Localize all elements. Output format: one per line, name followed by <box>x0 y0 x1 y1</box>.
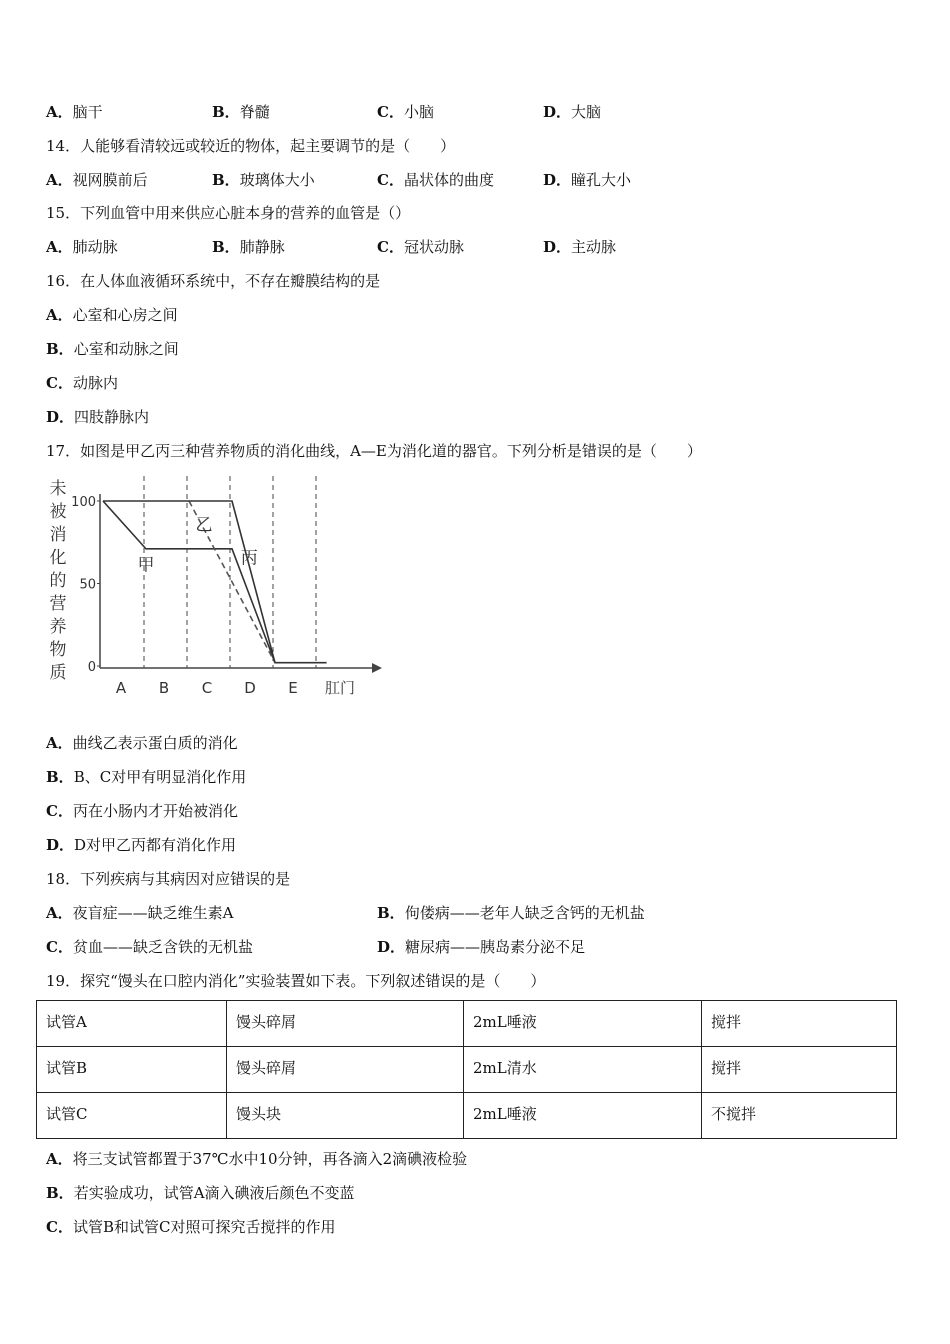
x-tick-label: D <box>244 679 256 697</box>
y-axis-label-char: 未 <box>49 479 67 499</box>
x-axis-arrow <box>372 663 382 673</box>
table-cell: 试管C <box>37 1093 227 1139</box>
y-axis-label-char: 养 <box>49 617 67 637</box>
q16-option-d: D．四肢静脉内 <box>46 408 150 426</box>
table-cell: 试管A <box>37 1001 227 1047</box>
q19-option-a: A．将三支试管都置于37℃水中10分钟，再各滴入2滴碘液检验 <box>46 1150 468 1168</box>
y-axis-label-char: 消 <box>49 525 67 545</box>
q19-option-b: B．若实验成功，试管A滴入碘液后颜色不变蓝 <box>46 1184 355 1202</box>
experiment-table <box>36 1000 897 1139</box>
x-tick-label: E <box>288 679 298 697</box>
table-cell: 搅拌 <box>702 1047 897 1093</box>
series-line-1 <box>103 501 327 663</box>
x-tick-label: 肛门 <box>324 679 356 697</box>
q19-option-c: C．试管B和试管C对照可探究舌搅拌的作用 <box>46 1218 336 1236</box>
q14-option-b: B．玻璃体大小 <box>212 171 315 189</box>
series-line-3 <box>103 501 275 663</box>
q15-option-a: A．肺动脉 <box>46 238 118 256</box>
table-cell: 2mL唾液 <box>464 1093 702 1139</box>
q13-option-a: A．脑干 <box>46 103 103 121</box>
y-tick-label: 100 <box>71 495 96 510</box>
table-cell: 2mL唾液 <box>464 1001 702 1047</box>
q13-option-d: D．大脑 <box>543 103 602 121</box>
q17-option-a: A．曲线乙表示蛋白质的消化 <box>46 734 238 752</box>
y-axis-label-char: 质 <box>49 663 67 683</box>
q15-option-c: C．冠状动脉 <box>377 238 464 256</box>
table-cell: 搅拌 <box>702 1001 897 1047</box>
table-cell: 试管B <box>37 1047 227 1093</box>
q19-stem: 19．探究“馒头在口腔内消化”实验装置如下表。下列叙述错误的是（ ） <box>46 972 546 990</box>
q13-option-b: B．脊髓 <box>212 103 270 121</box>
table-cell: 馒头碎屑 <box>227 1047 464 1093</box>
table-cell: 不搅拌 <box>702 1093 897 1139</box>
y-axis-label-char: 物 <box>49 640 67 660</box>
x-tick-label: B <box>158 679 170 697</box>
table-row <box>37 1047 897 1093</box>
q16-option-b: B．心室和动脉之间 <box>46 340 179 358</box>
y-axis-label-char: 被 <box>49 502 67 522</box>
q17-option-b: B．B、C对甲有明显消化作用 <box>46 768 247 786</box>
y-axis-label <box>50 479 67 683</box>
y-axis-label-char: 化 <box>49 548 67 568</box>
q18-option-c: C．贫血——缺乏含铁的无机盐 <box>46 938 253 956</box>
y-tick-label: 50 <box>79 577 96 593</box>
table-cell: 馒头块 <box>227 1093 464 1139</box>
q17-option-d: D．D对甲乙丙都有消化作用 <box>46 836 237 854</box>
q15-option-b: B．肺静脉 <box>212 238 285 256</box>
axes <box>100 494 382 673</box>
y-tick-label: 0 <box>87 660 96 675</box>
series-label: 丙 <box>240 548 258 569</box>
x-tick-label: C <box>201 679 213 697</box>
q18-option-d: D．糖尿病——胰岛素分泌不足 <box>377 938 586 956</box>
q14-option-a: A．视网膜前后 <box>46 171 148 189</box>
q13-option-c: C．小脑 <box>377 103 434 121</box>
table-cell: 馒头碎屑 <box>227 1001 464 1047</box>
table-cell: 2mL清水 <box>464 1047 702 1093</box>
q17-option-c: C．丙在小肠内才开始被消化 <box>46 802 238 820</box>
digestion-chart <box>40 472 390 702</box>
x-tick-label: A <box>115 679 127 697</box>
q17-stem: 17．如图是甲乙丙三种营养物质的消化曲线，A—E为消化道的器官。下列分析是错误的是（ ） <box>46 442 702 460</box>
q18-stem: 18．下列疾病与其病因对应错误的是 <box>46 870 291 888</box>
q16-option-c: C．动脉内 <box>46 374 118 392</box>
q16-option-a: A．心室和心房之间 <box>46 306 178 324</box>
table-row <box>37 1001 897 1047</box>
y-axis-label-char: 营 <box>49 594 67 614</box>
series-label: 乙 <box>195 515 213 536</box>
q14-stem: 14．人能够看清较远或较近的物体，起主要调节的是（ ） <box>46 137 456 155</box>
q18-option-a: A．夜盲症——缺乏维生素A <box>46 904 234 922</box>
q14-option-d: D．瞳孔大小 <box>543 171 632 189</box>
q15-option-d: D．主动脉 <box>543 238 617 256</box>
table-row <box>37 1093 897 1139</box>
q16-stem: 16．在人体血液循环系统中，不存在瓣膜结构的是 <box>46 272 381 290</box>
y-axis-label-char: 的 <box>49 571 67 591</box>
q14-option-c: C．晶状体的曲度 <box>377 171 494 189</box>
q18-option-b: B．佝偻病——老年人缺乏含钙的无机盐 <box>377 904 645 922</box>
q15-stem: 15．下列血管中用来供应心脏本身的营养的血管是（） <box>46 204 411 222</box>
series-label: 甲 <box>137 555 155 576</box>
